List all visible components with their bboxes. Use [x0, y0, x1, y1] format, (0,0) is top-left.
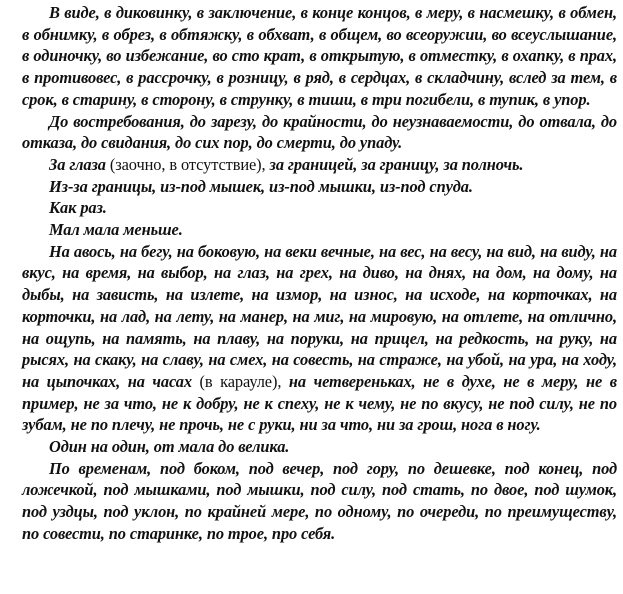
text-segment: Из-за границы, из-под мышек, из-под мышки, из-под спуда. [49, 176, 473, 196]
paragraph-odin [22, 436, 617, 458]
text-segment: В виде, в диковинку, в заключение, в конце концов, в меру, в насмешку, в обмен, в обнимку, в обрез, в обтяжку, в обхват, в общем, во всеоружии, во всеуслышание, в одиночку, во избежание, во сто крат, в открытую, в отместку, в охапку, в прах, в противовес, в рассрочку, в розницу, в ряд, в сердцах, в складчину, вслед за тем, в срок, в старину, в сторону, в струнку, в тиши, в три погибели, в тупик, в упор. [22, 3, 617, 109]
text-segment: на четвереньках, не в духе, не в меру, не в пример, не за что, не к добру, не к спеху, не к чему, не по вкусу, не под силу, не по зубам, не по плечу, не прочь, не с руки, ни за что, ни за грош, нога в ногу. [22, 371, 617, 435]
text-segment: Один на один, от мала до велика. [49, 437, 290, 457]
paragraph-mal [22, 219, 617, 241]
text-segment: На авось, на бегу, на боковую, на веки вечные, на вес, на весу, на вид, на виду, на вкус, на время, на выбор, на глаз, на грех, на диво, на днях, на дом, на дому, на дыбы, на зависть, на излете, на измор, на износ, на исходе, на корточках, на корточки, на лад, на лету, на манер, на миг, на мировую, на отлете, на отлично, на ощупь, на память, на плаву, на поруки, на прицел, на редкость, на руку, на рысях, на скаку, на славу, на смех, на совесть, на страже, на убой, на ура, на ходу, на цыпочках, на часах [22, 241, 617, 391]
paragraph-za [22, 154, 617, 176]
text-segment: За глаза [49, 154, 110, 174]
paragraph-na [22, 241, 617, 436]
text-segment: По временам, под боком, под вечер, под гору, по дешевке, под конец, под ложечкой, под мышками, под мышки, под силу, под стать, по двое, под шумок, под уздцы, под уклон, по крайней мере, по одному, по очереди, по преимуществу, по совести, по старинке, по трое, про себя. [22, 458, 617, 543]
paragraph-iz [22, 176, 617, 198]
text-segment: Мал мала меньше. [49, 220, 183, 240]
text-segment: Как раз. [49, 198, 107, 218]
paragraph-po [22, 458, 617, 545]
text-segment-gloss: (в карауле), [199, 371, 289, 391]
text-segment-gloss: (заочно, в отсутствие), [109, 154, 270, 174]
paragraph-kak [22, 197, 617, 219]
paragraph-do [22, 111, 617, 154]
paragraph-v [22, 2, 617, 111]
text-segment: за границей, за границу, за полночь. [269, 154, 524, 174]
text-segment: До востребования, до зарезу, до крайности, до неузнаваемости, до отвала, до отказа, до свидания, до сих пор, до смерти, до упаду. [22, 111, 617, 153]
